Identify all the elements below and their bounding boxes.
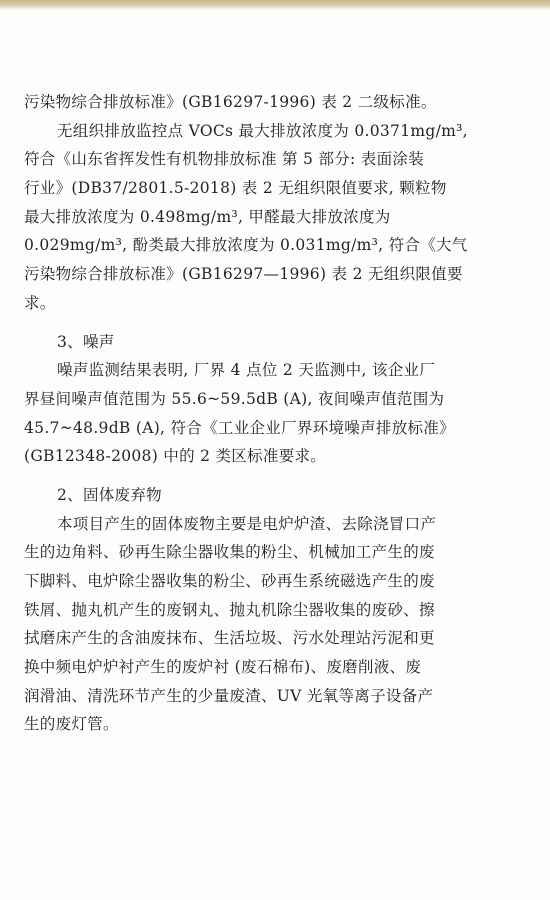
solid-waste-line-3: 下脚料、电炉除尘器收集的粉尘、砂再生系统磁选产生的废 <box>24 572 435 590</box>
solid-waste-line-5: 拭磨床产生的含油废抹布、生活垃圾、污水处理站污泥和更 <box>24 629 435 648</box>
solid-waste-line-7: 润滑油、清洗环节产生的少量废渣、UV 光氧等离子设备产 <box>24 686 434 705</box>
noise-line-3: 45.7~48.9dB (A), 符合《工业企业厂界环境噪声排放标准》 <box>24 418 455 437</box>
noise-line-1: 噪声监测结果表明, 厂界 4 点位 2 天监测中, 该企业厂 <box>57 361 436 380</box>
vocs-line-1: 无组织排放监控点 VOCs 最大排放浓度为 0.0371mg/m³, <box>57 121 468 140</box>
solid-waste-line-8: 生的废灯管。 <box>24 715 119 734</box>
solid-waste-heading: 2、固体废弃物 <box>57 485 162 504</box>
vocs-line-6: 污染物综合排放标准》(GB16297—1996) 表 2 无组织限值要 <box>24 265 463 284</box>
intro-line-1: 污染物综合排放标准》(GB16297-1996) 表 2 二级标准。 <box>24 93 437 111</box>
vocs-line-7: 求。 <box>24 293 56 312</box>
solid-waste-line-2: 生的边角料、砂再生除尘器收集的粉尘、机械加工产生的废 <box>24 543 435 562</box>
noise-heading: 3、噪声 <box>57 332 115 351</box>
solid-waste-line-6: 换中频电炉炉衬产生的废炉衬 (废石棉布)、废磨削液、废 <box>24 658 422 677</box>
solid-waste-line-4: 铁屑、抛丸机产生的废钢丸、抛丸机除尘器收集的废砂、擦 <box>24 600 435 619</box>
noise-line-2: 界昼间噪声值范围为 55.6~59.5dB (A), 夜间噪声值范围为 <box>24 389 445 408</box>
vocs-line-4: 最大排放浓度为 0.498mg/m³, 甲醛最大排放浓度为 <box>24 207 391 226</box>
vocs-line-3: 行业》(DB37/2801.5-2018) 表 2 无组织限值要求, 颗粒物 <box>24 179 447 198</box>
scan-top-edge <box>0 0 550 10</box>
noise-line-4: (GB12348-2008) 中的 2 类区标准要求。 <box>24 447 327 466</box>
document-page <box>24 88 524 739</box>
vocs-line-5: 0.029mg/m³, 酚类最大排放浓度为 0.031mg/m³, 符合《大气 <box>24 236 468 255</box>
vocs-line-2: 符合《山东省挥发性有机物排放标准 第 5 部分: 表面涂装 <box>24 150 424 169</box>
solid-waste-line-1: 本项目产生的固体废物主要是电炉炉渣、去除浇冒口产 <box>57 514 437 533</box>
